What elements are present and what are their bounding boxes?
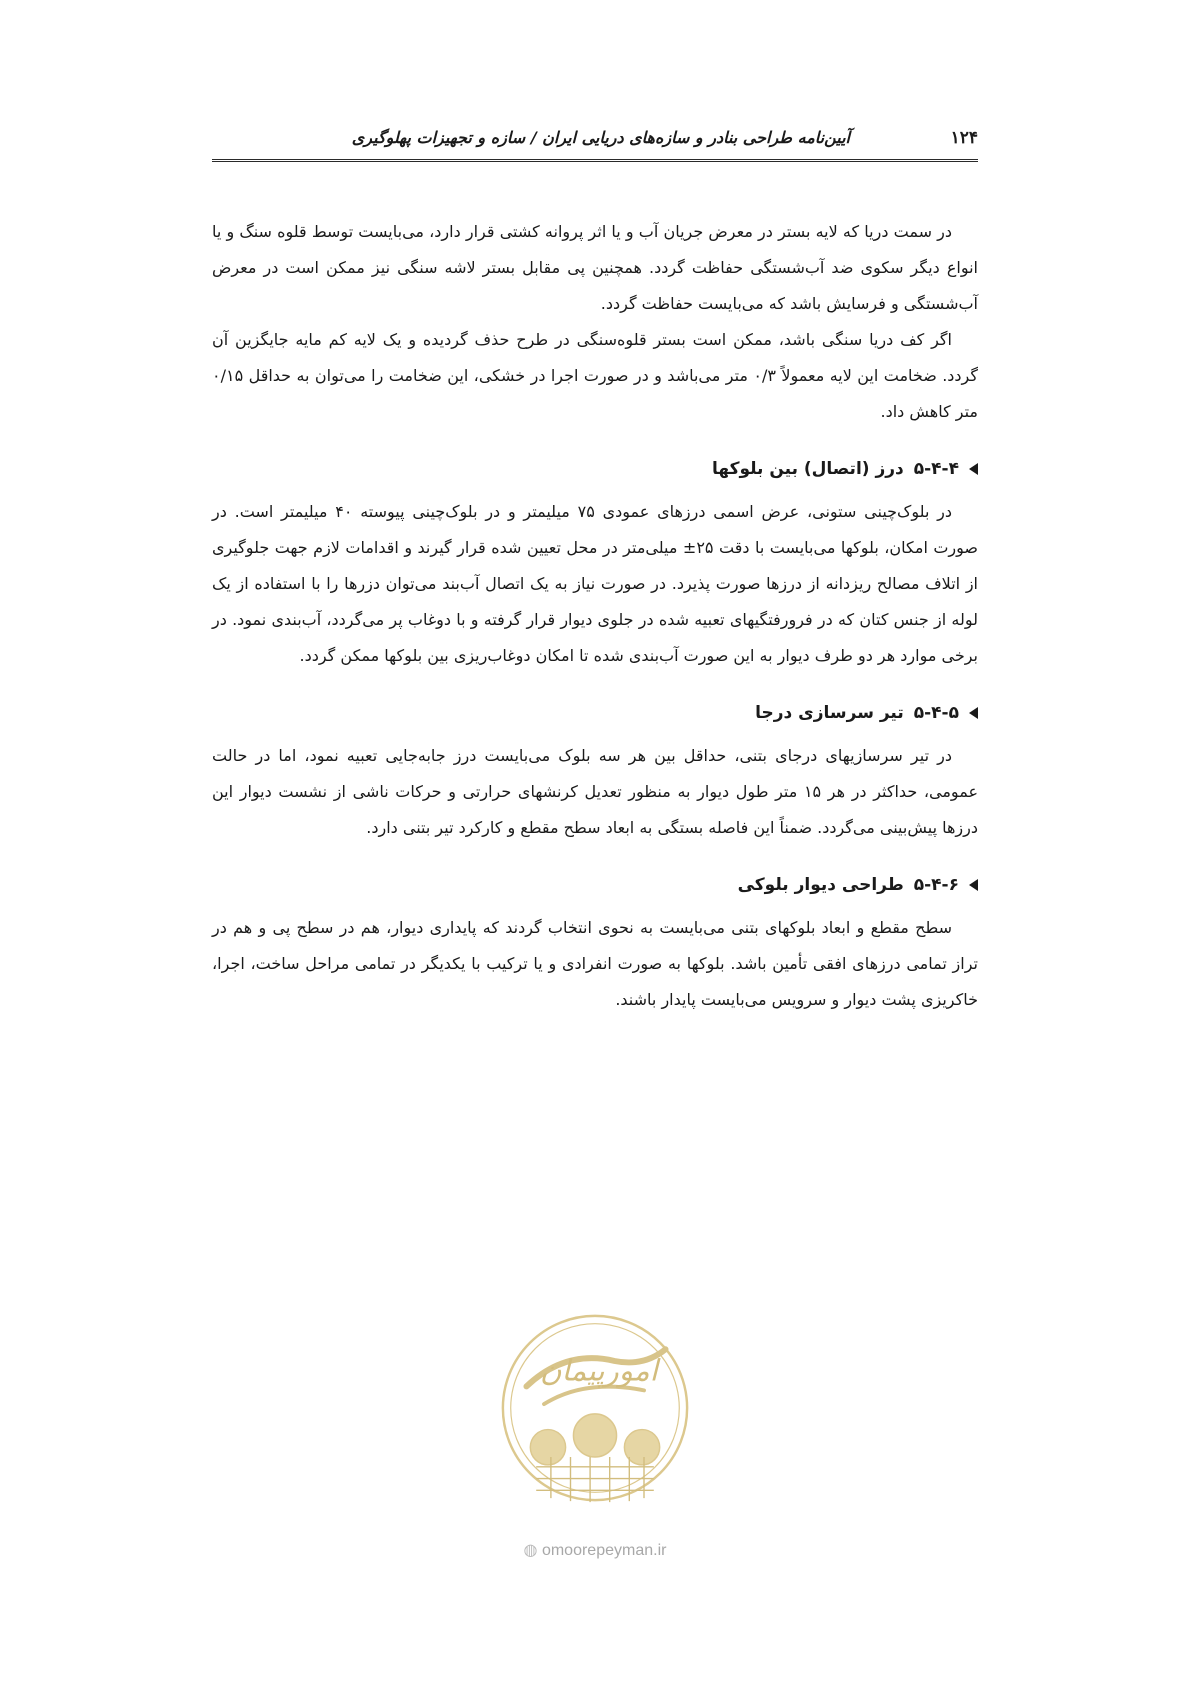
section-number: ۵-۴-۴ [913,459,959,479]
paragraph: در تیر سرسازیهای درجای بتنی، حداقل بین هر سه بلوک می‌بایست درز جابه‌جایی تعبیه نمود، اما در حالت عمومی، حداکثر در هر ۱۵ متر طول دیوار به منظور تعدیل کرنشهای حرارتی و حرکات ناشی از نشست دیوار این درزها پیش‌بینی می‌گردد. ضمناً این فاصله بستگی به ابعاد سطح مقطع و کارکرد تیر بتنی دارد. [212,746,978,837]
globe-icon: ◍ [523,1542,538,1559]
paragraph: در سمت دریا که لایه بستر در معرض جریان آب و یا اثر پروانه کشتی قرار دارد، می‌بایست توسط قلوه سنگ و یا انواع دیگر سکوی ضد آب‌شستگی حفاظت گردد. همچنین پی مقابل بستر لاشه سنگی نیز ممکن است در معرض آب‌شستگی و فرسایش باشد که می‌بایست حفاظت گردد. [212,222,978,313]
section-number: ۵-۴-۵ [913,703,959,723]
bullet-triangle-icon [969,463,978,475]
body-text [212,214,978,1018]
section-heading [212,870,978,900]
section-title: تیر سرسازی درجا [755,703,904,723]
running-header [212,116,978,162]
bullet-triangle-icon [969,879,978,891]
watermark-url [480,1540,710,1560]
paragraph: اگر کف دریا سنگی باشد، ممکن است بستر قلوه‌سنگی در طرح حذف گردیده و یک لایه کم مایه جایگزین آن گردد. ضخامت این لایه معمولاً ۰/۳ متر می‌باشد و در صورت اجرا در خشکی، این ضخامت را می‌توان به حداقل ۰/۱۵ متر کاهش داد. [212,330,978,421]
paragraph: در بلوک‌چینی ستونی، عرض اسمی درزهای عمودی ۷۵ میلیمتر و در بلوک‌چینی پیوسته ۴۰ میلیمتر است. در صورت امکان، بلوکها می‌بایست با دقت ۲۵± میلی‌متر در محل تعیین شده قرار گیرند و اقدامات لازم جهت جلوگیری از اتلاف مصالح ریزدانه از درزها صورت پذیرد. در صورت نیاز به یک اتصال آب‌بند می‌توان دزرها را با استفاده از یک لوله از جنس کتان که در فرورفتگیهای تعبیه شده در جلوی دیوار قرار گرفته و با دوغاب پر می‌گردد، آب‌بندی نمود. در برخی موارد هر دو طرف دیوار به این صورت آب‌بندی شده تا امکان دوغاب‌ریزی بین بلوکها ممکن گردد. [212,502,978,665]
running-title: آیین‌نامه طراحی بنادر و سازه‌های دریایی ایران / سازه و تجهیزات پهلوگیری [351,128,850,147]
section-title: درز (اتصال) بین بلوکها [711,459,904,479]
page-number: ۱۲۴ [950,128,978,148]
watermark-logo-text: امورپیمان [539,1353,658,1388]
paragraph: سطح مقطع و ابعاد بلوکهای بتنی می‌بایست به نحوی انتخاب گردند که پایداری دیوار، هم در سطح پی و هم در تراز تمامی درزهای افقی تأمین باشد. بلوکها به صورت انفرادی و یا ترکیب با یکدیگر در تمامی مراحل ساخت، اجرا، خاکریزی پشت دیوار و سرویس می‌بایست پایدار باشند. [212,918,978,1009]
section-heading [212,698,978,728]
section-heading [212,454,978,484]
watermark-url-text: omoorepeyman.ir [541,1542,667,1559]
section-title: طراحی دیوار بلوکی [737,875,904,895]
bullet-triangle-icon [969,707,978,719]
watermark-logo [497,1310,693,1506]
section-number: ۵-۴-۶ [913,875,959,895]
